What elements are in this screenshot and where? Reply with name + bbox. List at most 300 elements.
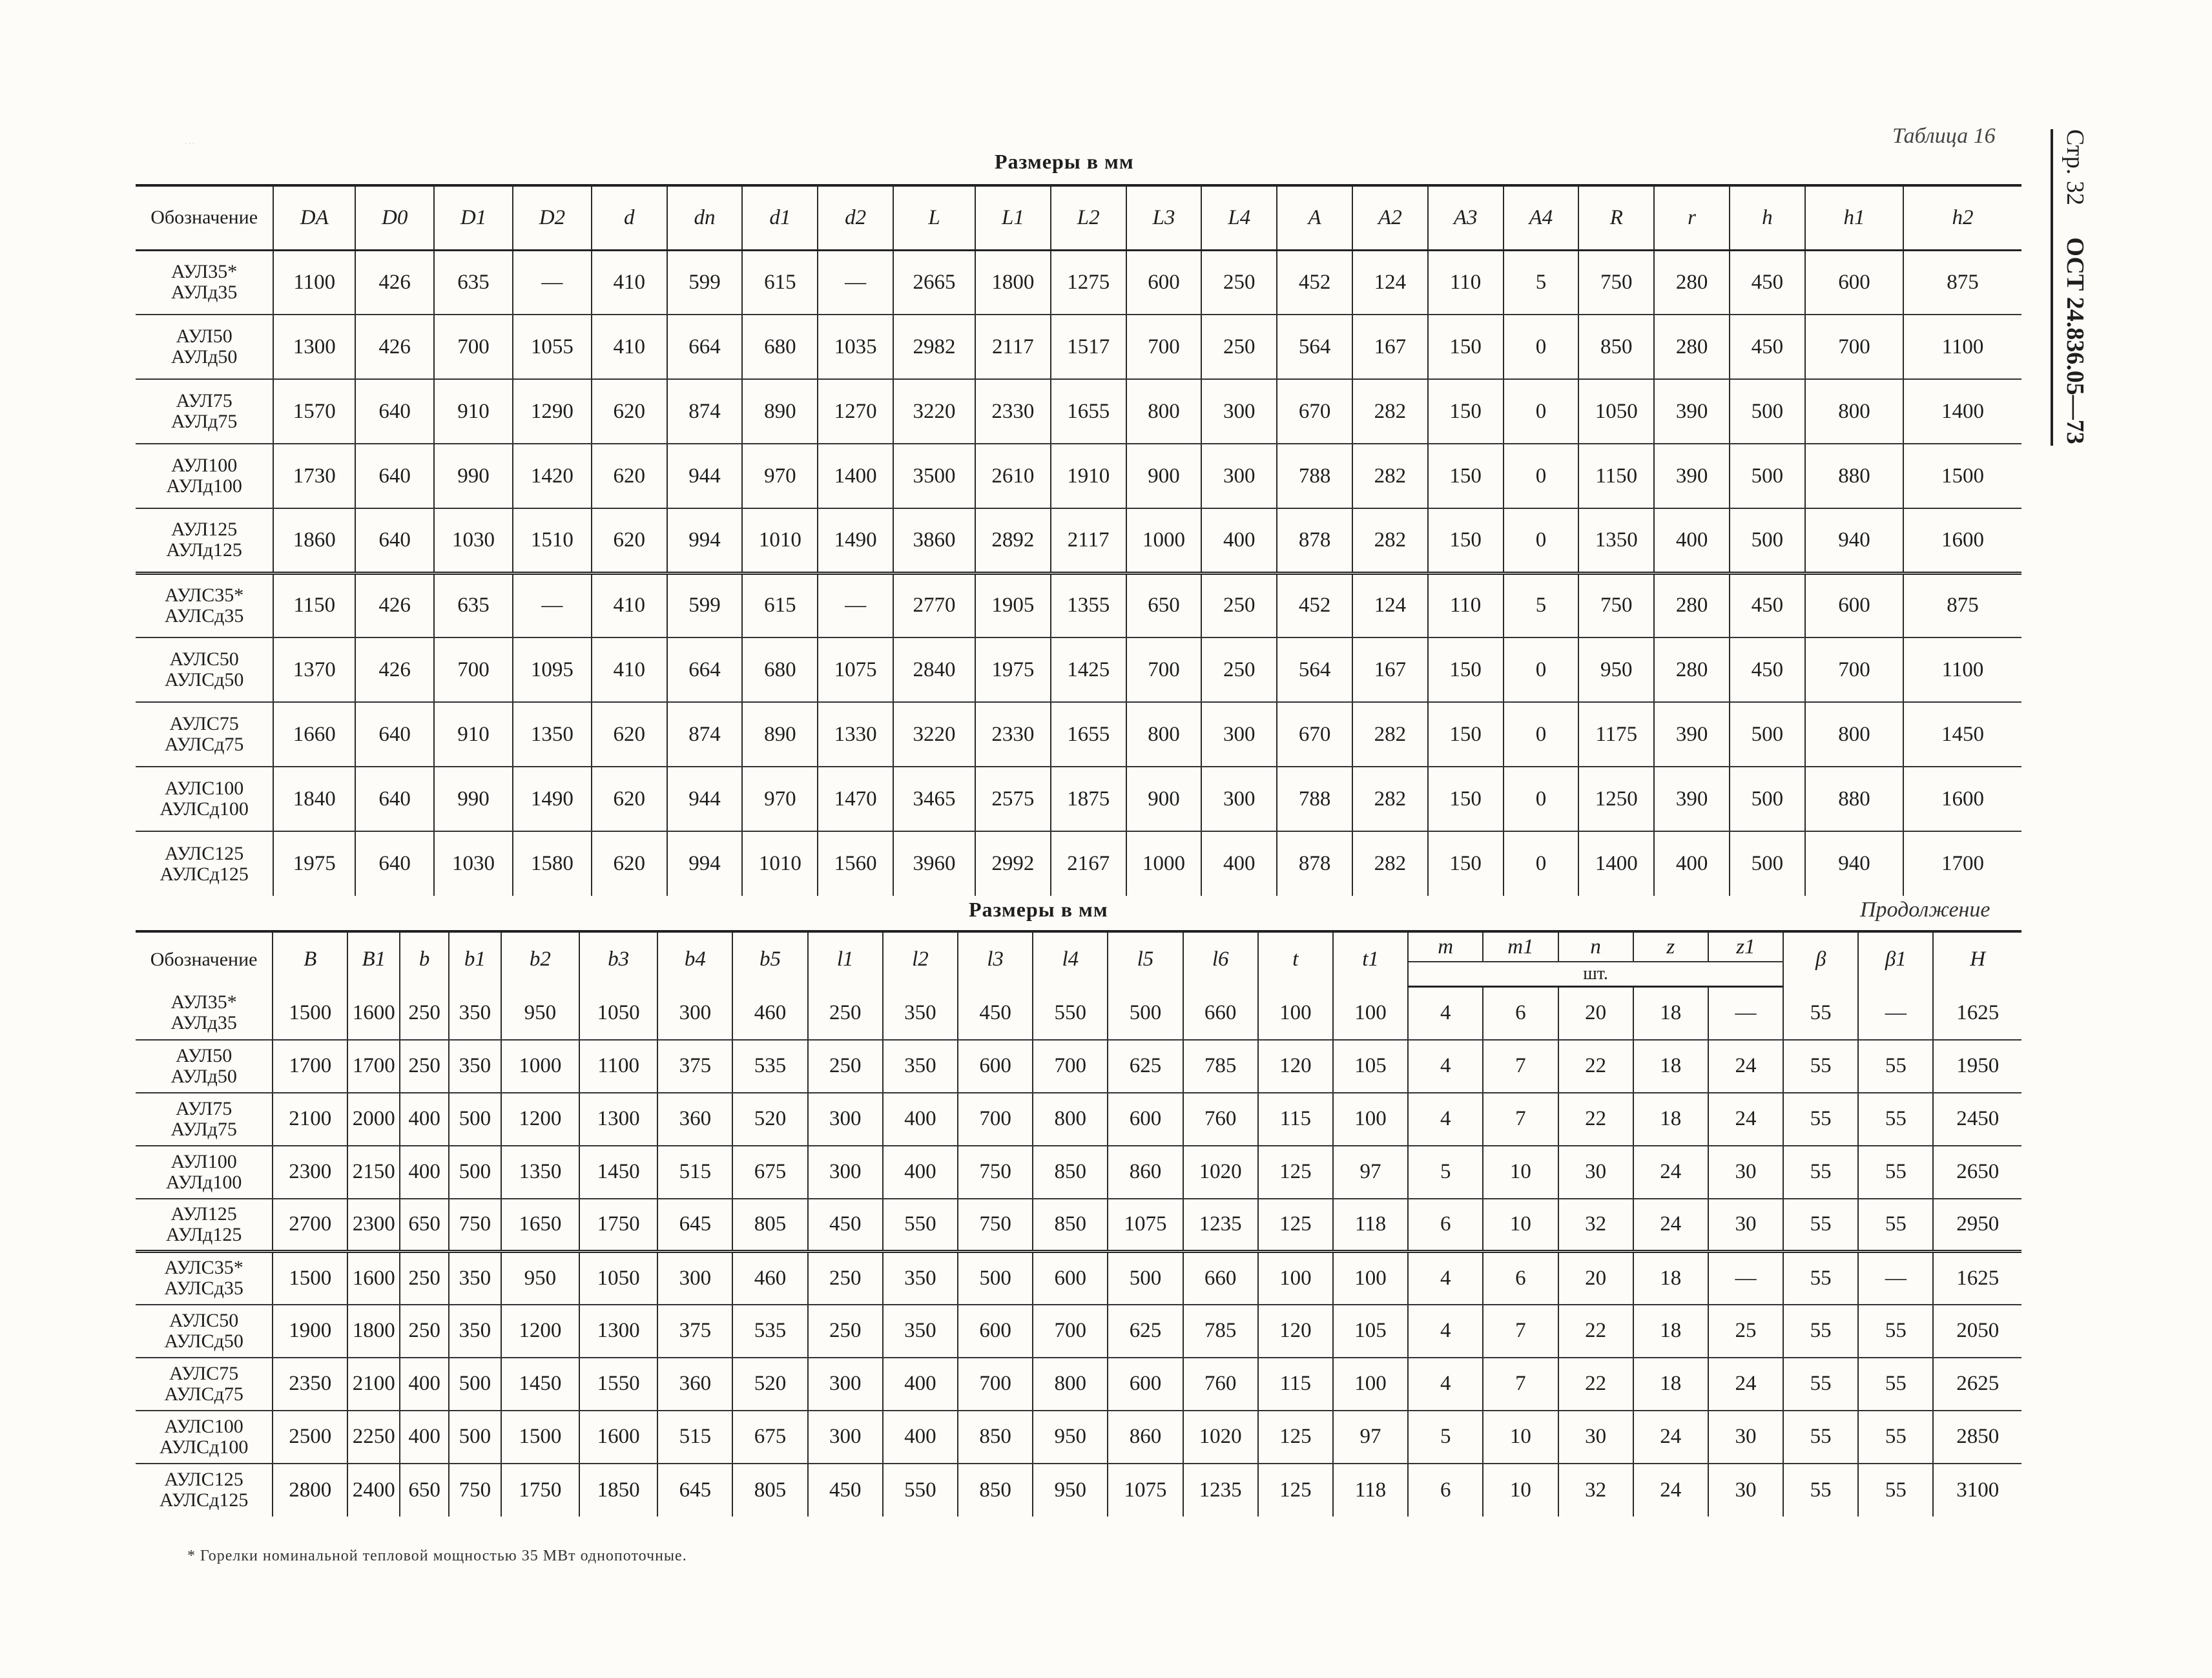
table-cell: 300 <box>657 987 732 1040</box>
table-cell: 950 <box>501 987 579 1040</box>
table-cell: 350 <box>449 1040 501 1093</box>
table-cell: 30 <box>1708 1199 1783 1252</box>
table-cell: 167 <box>1352 637 1428 702</box>
table-cell: 2350 <box>273 1358 347 1411</box>
designation-cell <box>136 1146 273 1199</box>
table-cell: 850 <box>958 1464 1033 1517</box>
table-row <box>136 831 2021 896</box>
table-cell: 500 <box>1730 508 1805 573</box>
table-cell: 1975 <box>273 831 355 896</box>
table-cell: 3960 <box>893 831 975 896</box>
column-header: A3 <box>1428 185 1504 250</box>
column-header: R <box>1578 185 1654 250</box>
table-cell: 600 <box>1126 250 1202 315</box>
designation-primary: АУЛ75 <box>175 1097 233 1119</box>
designation-cell <box>136 444 273 508</box>
table-cell: 110 <box>1428 573 1504 637</box>
table-cell: 515 <box>657 1146 732 1199</box>
table-cell: 452 <box>1277 573 1352 637</box>
table-cell: 30 <box>1708 1146 1783 1199</box>
table-cell: 550 <box>883 1199 958 1252</box>
table-cell: 2330 <box>975 702 1051 767</box>
table-row <box>136 1411 2021 1464</box>
table-cell: 24 <box>1633 1464 1708 1517</box>
table1-header-row <box>136 185 2021 250</box>
table-cell: 400 <box>1201 508 1277 573</box>
table-row <box>136 767 2021 831</box>
table-cell: 22 <box>1558 1093 1633 1146</box>
table-cell: 10 <box>1483 1411 1558 1464</box>
table-cell: 1600 <box>347 1252 400 1305</box>
column-header: A2 <box>1352 185 1428 250</box>
table-cell: 1875 <box>1051 767 1126 831</box>
table-cell: 700 <box>1805 315 1903 379</box>
table-cell: 2300 <box>347 1199 400 1252</box>
table-cell: 600 <box>1108 1093 1183 1146</box>
column-header: D1 <box>434 185 513 250</box>
table-cell: 118 <box>1333 1464 1408 1517</box>
table-cell: 800 <box>1126 379 1202 444</box>
table-cell: 2300 <box>273 1146 347 1199</box>
designation-cell <box>136 1305 273 1358</box>
table-cell: 950 <box>1033 1464 1108 1517</box>
table-cell: 620 <box>592 508 667 573</box>
table-cell: 700 <box>1805 637 1903 702</box>
table-cell: 350 <box>883 987 958 1040</box>
table-cell: 750 <box>1578 250 1654 315</box>
column-header: z1 <box>1708 931 1783 962</box>
table-cell: 564 <box>1277 315 1352 379</box>
table-cell: 105 <box>1333 1305 1408 1358</box>
table-cell: 300 <box>808 1358 883 1411</box>
column-header: l5 <box>1108 931 1183 987</box>
table-cell: 1030 <box>434 508 513 573</box>
column-header: A4 <box>1504 185 1579 250</box>
column-header: d1 <box>742 185 818 250</box>
designation-cell <box>136 315 273 379</box>
table-cell: 800 <box>1805 702 1903 767</box>
column-header: D0 <box>355 185 434 250</box>
table-cell: 2982 <box>893 315 975 379</box>
table-cell: 1600 <box>1903 508 2021 573</box>
table-cell: 680 <box>742 315 818 379</box>
designation-cell <box>136 831 273 896</box>
table-cell: 620 <box>592 767 667 831</box>
table-cell: 120 <box>1258 1305 1333 1358</box>
table-cell: 4 <box>1408 987 1483 1040</box>
table-cell: 994 <box>667 508 743 573</box>
table-cell: 2100 <box>347 1358 400 1411</box>
designation-secondary: АУЛСд125 <box>160 863 249 885</box>
table-cell: 115 <box>1258 1093 1333 1146</box>
designation-cell <box>136 379 273 444</box>
designation-primary: АУЛ50 <box>176 326 233 347</box>
designation-primary: АУЛ35* <box>171 261 238 283</box>
table-row <box>136 987 2021 1040</box>
table-cell: 2770 <box>893 573 975 637</box>
table-cell: 410 <box>592 573 667 637</box>
table-cell: 3220 <box>893 702 975 767</box>
table-cell: 1850 <box>579 1464 657 1517</box>
table-cell: 360 <box>657 1358 732 1411</box>
table-cell: 700 <box>958 1358 1033 1411</box>
table-cell: 450 <box>958 987 1033 1040</box>
column-header: l3 <box>958 931 1033 987</box>
table-cell: 280 <box>1654 250 1730 315</box>
table-cell: 500 <box>1730 702 1805 767</box>
table-cell: 635 <box>434 573 513 637</box>
column-header: h1 <box>1805 185 1903 250</box>
designation-secondary: АУЛд100 <box>165 1171 242 1193</box>
table-cell: 350 <box>449 1305 501 1358</box>
designation-secondary: АУЛСд35 <box>164 1278 243 1300</box>
table-cell: 1300 <box>579 1305 657 1358</box>
table-cell: 0 <box>1504 444 1579 508</box>
table-cell: 350 <box>883 1040 958 1093</box>
table-cell: 1905 <box>975 573 1051 637</box>
table-cell: 1050 <box>1578 379 1654 444</box>
table-cell: 600 <box>958 1305 1033 1358</box>
table-cell: 250 <box>808 1252 883 1305</box>
table-cell: 944 <box>667 444 743 508</box>
table-cell: 785 <box>1183 1040 1258 1093</box>
table-cell: 4 <box>1408 1040 1483 1093</box>
table-cell: 150 <box>1428 315 1504 379</box>
table-cell: 620 <box>592 379 667 444</box>
table-cell: 400 <box>400 1358 449 1411</box>
table-cell: 300 <box>1201 444 1277 508</box>
table-cell: 55 <box>1858 1093 1933 1146</box>
table-cell: — <box>818 573 893 637</box>
table-cell: 500 <box>1730 767 1805 831</box>
column-header: b3 <box>579 931 657 987</box>
table-cell: 2500 <box>273 1411 347 1464</box>
table-cell: 760 <box>1183 1093 1258 1146</box>
table-cell: 18 <box>1633 1252 1708 1305</box>
column-header: L1 <box>975 185 1051 250</box>
table-cell: 400 <box>883 1411 958 1464</box>
table-cell: 400 <box>400 1411 449 1464</box>
unit-label: шт. <box>1408 962 1783 987</box>
column-header: t1 <box>1333 931 1408 987</box>
table-cell: 1055 <box>513 315 592 379</box>
table-cell: 2000 <box>347 1093 400 1146</box>
table-row <box>136 1464 2021 1517</box>
table-cell: 250 <box>1201 637 1277 702</box>
designation-cell <box>136 1040 273 1093</box>
designation-cell <box>136 1093 273 1146</box>
designation-primary: АУЛС100 <box>165 778 244 799</box>
designation-primary: АУЛС50 <box>169 1309 239 1331</box>
table-cell: 2665 <box>893 250 975 315</box>
table-cell: 400 <box>400 1093 449 1146</box>
table2-header-row <box>136 931 2021 962</box>
table-cell: 860 <box>1108 1411 1183 1464</box>
table-cell: 0 <box>1504 637 1579 702</box>
table-cell: 1000 <box>501 1040 579 1093</box>
table-cell: 150 <box>1428 508 1504 573</box>
table-cell: 2117 <box>975 315 1051 379</box>
table-cell: 300 <box>1201 379 1277 444</box>
table-cell: 4 <box>1408 1093 1483 1146</box>
table-cell: 426 <box>355 573 434 637</box>
table-cell: 115 <box>1258 1358 1333 1411</box>
table-cell: 124 <box>1352 573 1428 637</box>
table-cell: 4 <box>1408 1252 1483 1305</box>
column-header: β <box>1783 931 1858 987</box>
table-row <box>136 250 2021 315</box>
table-cell: 300 <box>1201 702 1277 767</box>
table-cell: 600 <box>1805 250 1903 315</box>
table-cell: 5 <box>1408 1146 1483 1199</box>
column-header: l1 <box>808 931 883 987</box>
table-cell: 100 <box>1258 987 1333 1040</box>
table-cell: 18 <box>1633 1358 1708 1411</box>
column-header: d2 <box>818 185 893 250</box>
table-cell: 940 <box>1805 508 1903 573</box>
table-cell: 660 <box>1183 987 1258 1040</box>
column-header: b1 <box>449 931 501 987</box>
table-cell: 1050 <box>579 1252 657 1305</box>
table-cell: 55 <box>1858 1199 1933 1252</box>
table-cell: 890 <box>742 702 818 767</box>
table-cell: 640 <box>355 444 434 508</box>
table-cell: 1400 <box>1903 379 2021 444</box>
table-cell: 788 <box>1277 767 1352 831</box>
table-cell: 1750 <box>579 1199 657 1252</box>
table-cell: 874 <box>667 702 743 767</box>
table-cell: — <box>818 250 893 315</box>
table-cell: 3220 <box>893 379 975 444</box>
table-cell: 564 <box>1277 637 1352 702</box>
table-cell: 450 <box>808 1464 883 1517</box>
table-cell: 55 <box>1858 1305 1933 1358</box>
table-cell: 6 <box>1483 987 1558 1040</box>
table-cell: 520 <box>732 1093 807 1146</box>
table-cell: 110 <box>1428 250 1504 315</box>
table-cell: 125 <box>1258 1411 1333 1464</box>
table-cell: 2400 <box>347 1464 400 1517</box>
table-cell: 300 <box>808 1411 883 1464</box>
table-cell: — <box>1858 987 1933 1040</box>
table-cell: 280 <box>1654 315 1730 379</box>
table-cell: 850 <box>1033 1146 1108 1199</box>
table-cell: 1625 <box>1933 1252 2021 1305</box>
column-header: B <box>273 931 347 987</box>
table-cell: 600 <box>1108 1358 1183 1411</box>
table-cell: 625 <box>1108 1040 1183 1093</box>
table-cell: 970 <box>742 767 818 831</box>
table-cell: 1425 <box>1051 637 1126 702</box>
table-cell: 410 <box>592 250 667 315</box>
table-cell: 944 <box>667 767 743 831</box>
table-cell: 282 <box>1352 444 1428 508</box>
footnote: * Горелки номинальной тепловой мощностью 35 МВт однопоточные. <box>187 1548 687 1564</box>
column-header: L <box>893 185 975 250</box>
table-cell: 3500 <box>893 444 975 508</box>
table-cell: 350 <box>883 1305 958 1358</box>
table-cell: 30 <box>1708 1464 1783 1517</box>
table-cell: 125 <box>1258 1464 1333 1517</box>
table-cell: 24 <box>1708 1358 1783 1411</box>
table-cell: 2850 <box>1933 1411 2021 1464</box>
table-row <box>136 1305 2021 1358</box>
table-cell: 1600 <box>1903 767 2021 831</box>
table-cell: 700 <box>434 315 513 379</box>
designation-primary: АУЛ50 <box>175 1044 233 1066</box>
designation-primary: АУЛС35* <box>164 1257 243 1279</box>
table-cell: 280 <box>1654 637 1730 702</box>
table-cell: 32 <box>1558 1464 1633 1517</box>
table-cell: 878 <box>1277 508 1352 573</box>
table-cell: 97 <box>1333 1146 1408 1199</box>
table-cell: 620 <box>592 444 667 508</box>
table-cell: 535 <box>732 1040 807 1093</box>
table-cell: 450 <box>1730 315 1805 379</box>
designation-cell <box>136 1411 273 1464</box>
table-cell: 10 <box>1483 1464 1558 1517</box>
column-header: b5 <box>732 931 807 987</box>
table-cell: 300 <box>808 1146 883 1199</box>
table-cell: 1175 <box>1578 702 1654 767</box>
table-cell: 1350 <box>501 1146 579 1199</box>
table-cell: 875 <box>1903 573 2021 637</box>
table-cell: 55 <box>1783 1411 1858 1464</box>
table-row <box>136 315 2021 379</box>
table-cell: 22 <box>1558 1040 1633 1093</box>
table1-caption: Размеры в мм <box>995 150 1134 173</box>
table-cell: 805 <box>732 1199 807 1252</box>
table-cell: 300 <box>657 1252 732 1305</box>
table-cell: 2892 <box>975 508 1051 573</box>
table-cell: 24 <box>1633 1199 1708 1252</box>
table-cell: 3860 <box>893 508 975 573</box>
table-cell: 426 <box>355 637 434 702</box>
table-cell: 2330 <box>975 379 1051 444</box>
table-cell: 675 <box>732 1411 807 1464</box>
table-cell: 10 <box>1483 1146 1558 1199</box>
table-cell: 599 <box>667 250 743 315</box>
table-cell: 18 <box>1633 1305 1708 1358</box>
table-cell: 500 <box>449 1093 501 1146</box>
table-cell: 645 <box>657 1464 732 1517</box>
designation-header: Обозначение <box>136 931 273 987</box>
table-cell: 250 <box>400 1040 449 1093</box>
table-cell: 750 <box>1578 573 1654 637</box>
table-cell: 615 <box>742 573 818 637</box>
table-cell: 100 <box>1333 1358 1408 1411</box>
designation-cell <box>136 573 273 637</box>
designation-secondary: АУЛд75 <box>171 411 238 432</box>
table-cell: 910 <box>434 379 513 444</box>
table-cell: 350 <box>883 1252 958 1305</box>
table-cell: 3465 <box>893 767 975 831</box>
table-cell: 700 <box>958 1093 1033 1146</box>
table-cell: 1450 <box>1903 702 2021 767</box>
table-cell: 24 <box>1633 1146 1708 1199</box>
column-header: h2 <box>1903 185 2021 250</box>
table-cell: 1400 <box>1578 831 1654 896</box>
table-row <box>136 1252 2021 1305</box>
table-cell: 1600 <box>579 1411 657 1464</box>
table-cell: 55 <box>1858 1464 1933 1517</box>
table-cell: 990 <box>434 767 513 831</box>
designation-cell <box>136 1252 273 1305</box>
table-cell: 125 <box>1258 1146 1333 1199</box>
table-cell: 1975 <box>975 637 1051 702</box>
table-cell: 120 <box>1258 1040 1333 1093</box>
dimensions-table-2 <box>136 930 2021 1517</box>
table-cell: 500 <box>1730 831 1805 896</box>
table-cell: 30 <box>1708 1411 1783 1464</box>
table-cell: 1500 <box>501 1411 579 1464</box>
table-cell: — <box>1708 1252 1783 1305</box>
table-cell: 1950 <box>1933 1040 2021 1093</box>
table-cell: 55 <box>1783 1464 1858 1517</box>
table-cell: 1800 <box>347 1305 400 1358</box>
table-cell: 1500 <box>1903 444 2021 508</box>
table-cell: 7 <box>1483 1358 1558 1411</box>
table-cell: 55 <box>1783 1146 1858 1199</box>
table-cell: 700 <box>1126 315 1202 379</box>
table-cell: 1490 <box>513 767 592 831</box>
table-cell: 874 <box>667 379 743 444</box>
column-header: m <box>1408 931 1483 962</box>
table-cell: 1655 <box>1051 702 1126 767</box>
table-cell: 1010 <box>742 831 818 896</box>
table-cell: 515 <box>657 1411 732 1464</box>
table-cell: 426 <box>355 250 434 315</box>
table-cell: 1075 <box>1108 1464 1183 1517</box>
table-cell: 750 <box>958 1146 1033 1199</box>
table-cell: 0 <box>1504 508 1579 573</box>
table-cell: 1420 <box>513 444 592 508</box>
table-cell: 640 <box>355 508 434 573</box>
table-cell: 664 <box>667 637 743 702</box>
table-row <box>136 379 2021 444</box>
table-cell: 1350 <box>1578 508 1654 573</box>
column-header: r <box>1654 185 1730 250</box>
table-cell: 4 <box>1408 1358 1483 1411</box>
table-cell: 1700 <box>273 1040 347 1093</box>
table-cell: 150 <box>1428 831 1504 896</box>
table-cell: 250 <box>400 987 449 1040</box>
designation-secondary: АУЛСд35 <box>164 605 244 627</box>
table-cell: 2575 <box>975 767 1051 831</box>
table-cell: 1250 <box>1578 767 1654 831</box>
designation-primary: АУЛ100 <box>171 1150 237 1172</box>
table-cell: 788 <box>1277 444 1352 508</box>
column-header: L4 <box>1201 185 1277 250</box>
table-cell: 55 <box>1858 1411 1933 1464</box>
table-cell: 1200 <box>501 1093 579 1146</box>
table-cell: 282 <box>1352 831 1428 896</box>
continuation-label: Продолжение <box>1860 898 1990 922</box>
column-header: H <box>1933 931 2021 987</box>
table-cell: 2610 <box>975 444 1051 508</box>
table-cell: 750 <box>449 1464 501 1517</box>
table-cell: 2167 <box>1051 831 1126 896</box>
column-header: B1 <box>347 931 400 987</box>
table-cell: 400 <box>883 1146 958 1199</box>
table-cell: 670 <box>1277 702 1352 767</box>
designation-secondary: АУЛд125 <box>165 1223 242 1245</box>
table-cell: 910 <box>434 702 513 767</box>
table-cell: 500 <box>958 1252 1033 1305</box>
table-row <box>136 702 2021 767</box>
table-cell: 55 <box>1858 1040 1933 1093</box>
table-cell: 1655 <box>1051 379 1126 444</box>
